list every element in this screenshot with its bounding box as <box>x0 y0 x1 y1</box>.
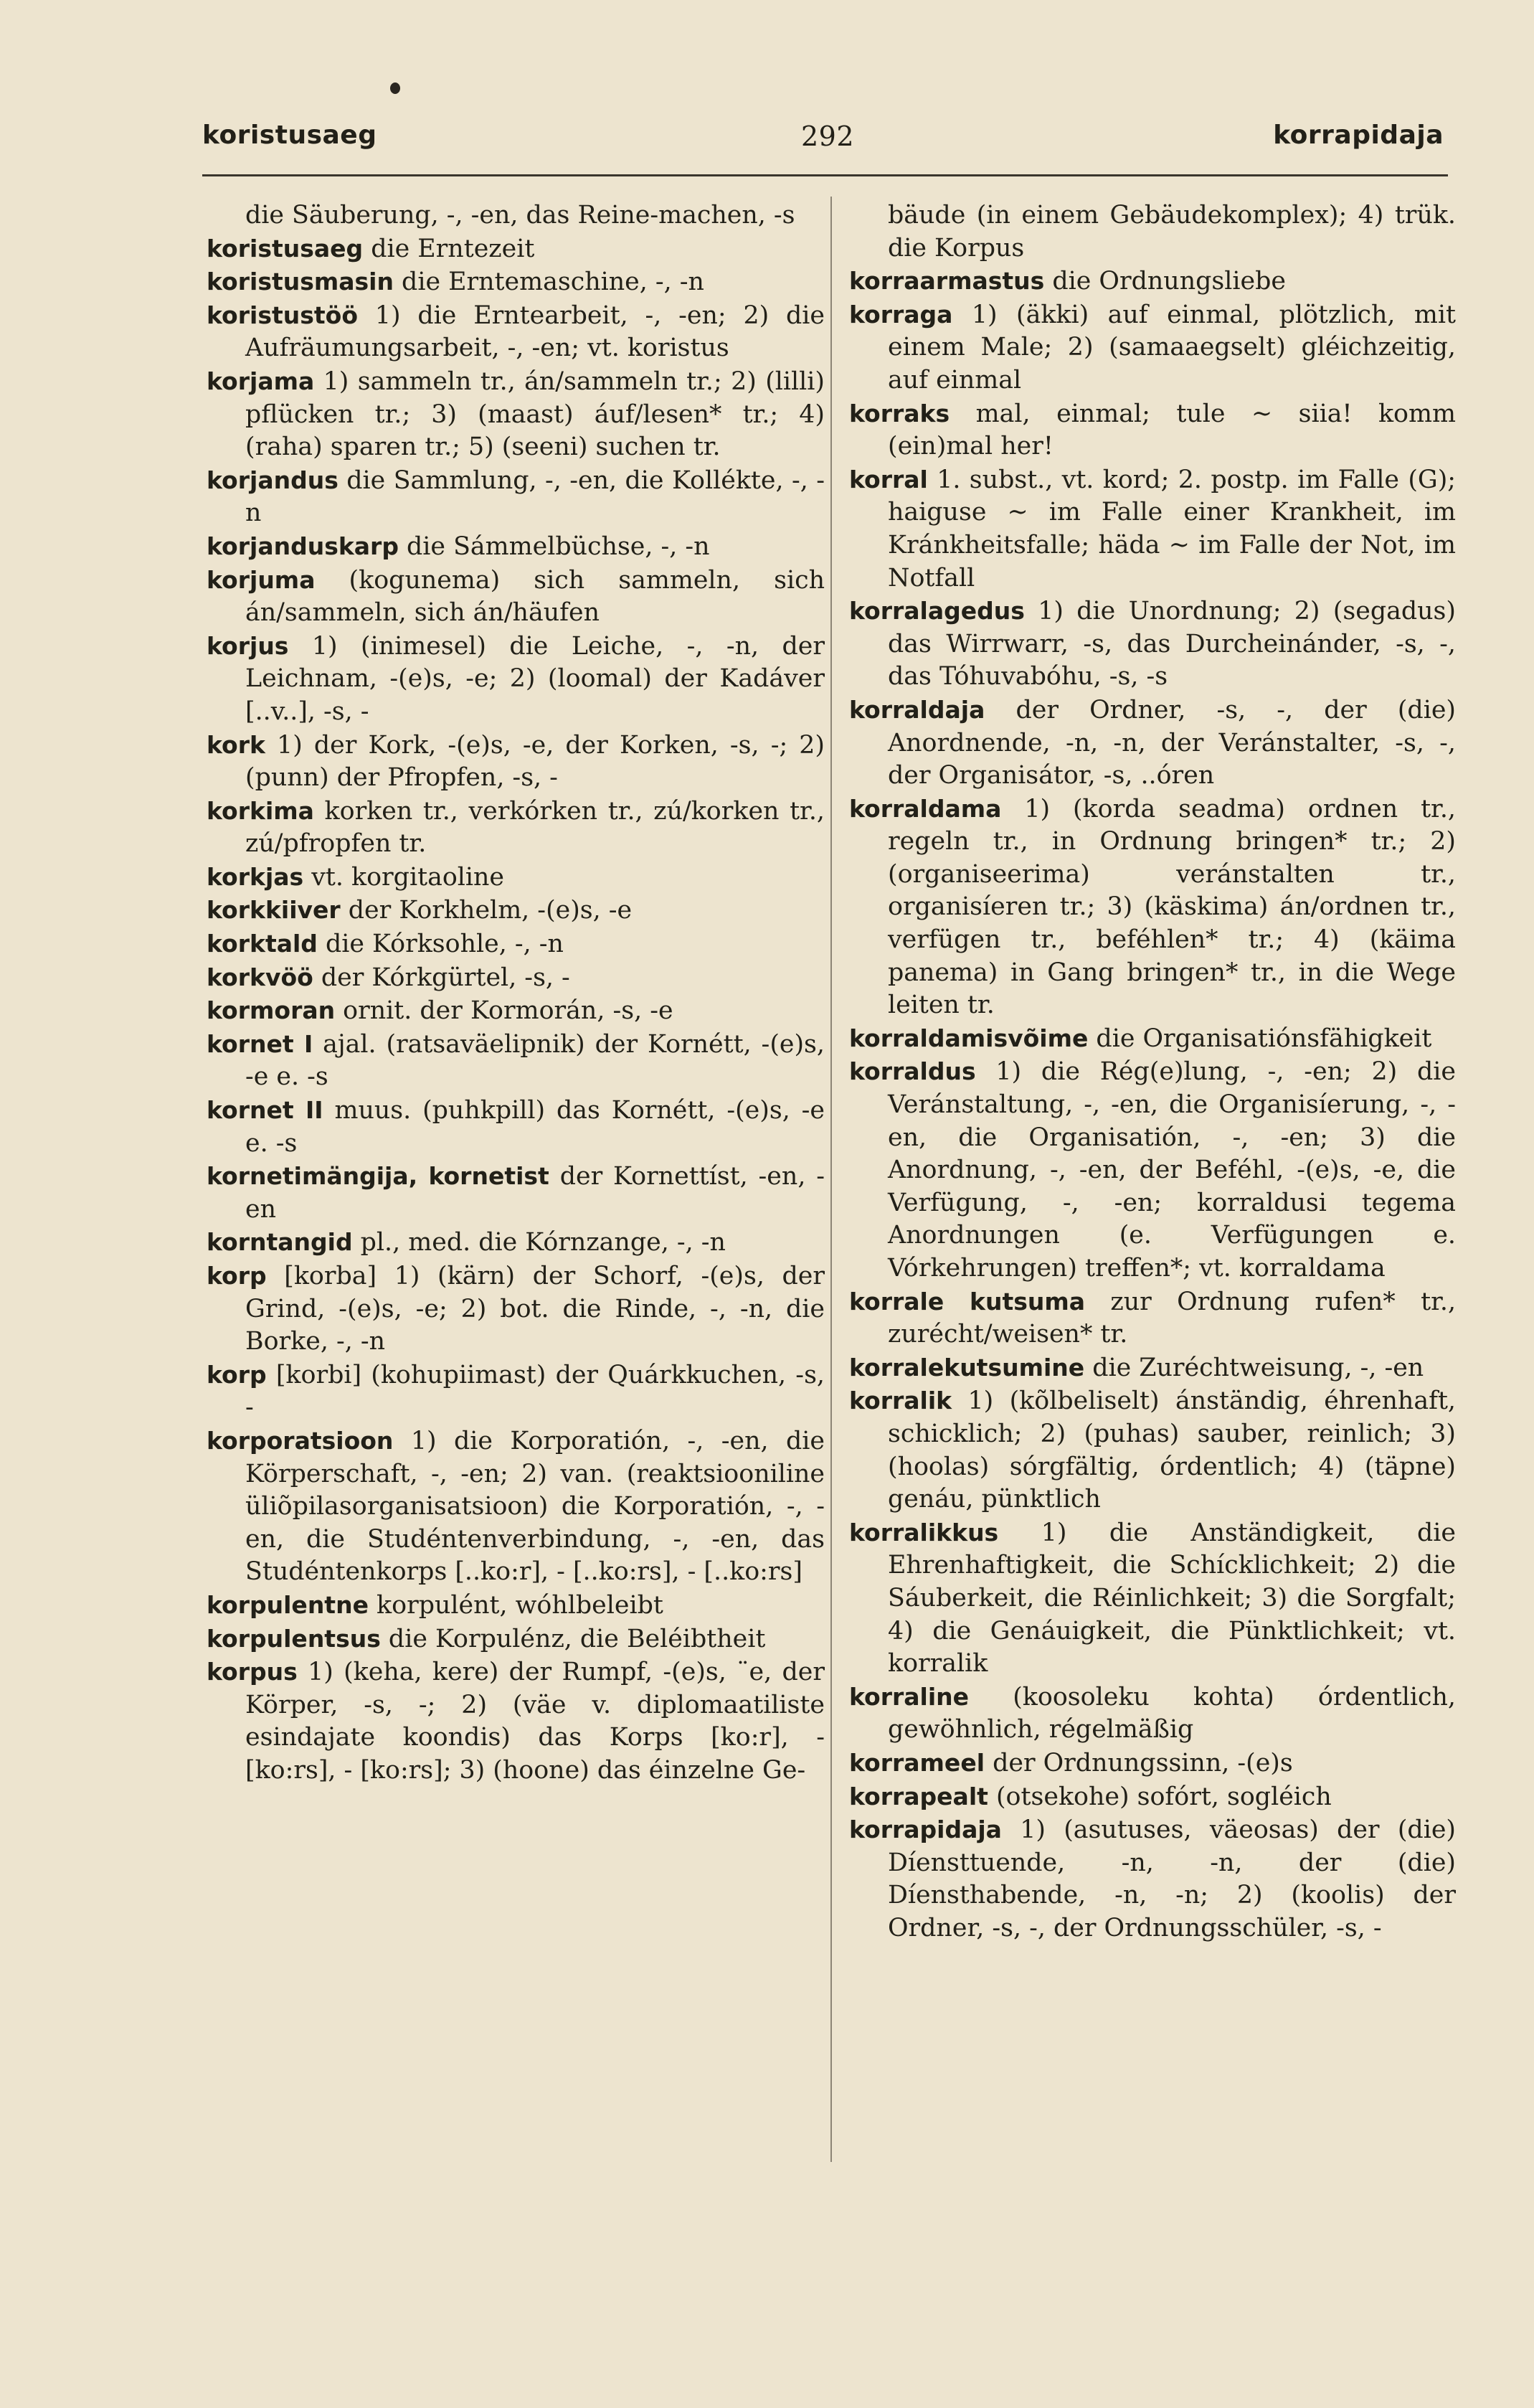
entry-headword: korraldama <box>849 794 1002 823</box>
entry-definition: die Organisatiónsfähigkeit <box>1088 1024 1432 1053</box>
entry-headword: korrale kutsuma <box>849 1287 1086 1316</box>
dictionary-entry <box>207 630 825 729</box>
dictionary-entry <box>849 1022 1456 1056</box>
dictionary-entry <box>207 927 825 961</box>
dictionary-entry <box>207 894 825 927</box>
dictionary-entry <box>207 1425 825 1589</box>
dictionary-entry <box>849 694 1456 793</box>
dictionary-entry <box>207 365 825 464</box>
entry-headword: korraarmastus <box>849 267 1045 296</box>
dictionary-entry <box>207 1589 825 1623</box>
entry-headword: korpulentsus <box>207 1624 381 1653</box>
entry-headword: korraga <box>849 300 953 329</box>
entry-definition: die Erntezeit <box>363 234 535 263</box>
dictionary-entry <box>207 1160 825 1226</box>
entry-definition: bäude (in einem Gebäudekomplex); 4) trük. die Korpus <box>888 201 1456 263</box>
dictionary-entry <box>849 1780 1456 1814</box>
entry-headword: korralekutsumine <box>849 1353 1085 1382</box>
entry-definition: korken tr., verkórken tr., zú/korken tr., zú/pfropfen tr. <box>245 796 825 859</box>
entry-headword: korjanduskarp <box>207 532 399 560</box>
entry-definition: die Korpulénz, die Beléibtheit <box>380 1624 766 1653</box>
entry-definition: 1) (kõlbeliselt) ánständig, éhrenhaft, schicklich; 2) (puhas) sauber, reinlich; 3) (hoolas) sórgfältig, órdentlich; 4) (täpne) genáu, pünktlich <box>888 1387 1456 1514</box>
entry-definition: [korba] 1) (kärn) der Schorf, -(e)s, der Grind, -(e)s, -e; 2) bot. die Rinde, -, -n, die Borke, -, -n <box>245 1262 825 1356</box>
entry-definition: der Kornettíst, -en, -en <box>245 1162 825 1224</box>
page-number: 292 <box>801 121 855 152</box>
entry-headword: korralikkus <box>849 1518 999 1547</box>
entry-definition: 1) (korda seadma) ordnen tr., regeln tr., in Ordnung bringen* tr.; 2) (organiseerima) veránstalten tr., organisíeren tr.; 3) (käskima) án/ordnen tr., verfügen tr., beféhlen* tr.; 4) (käima panema) in Gang bringen* tr., in die Wege leiten tr. <box>888 794 1456 1020</box>
entry-definition: (otsekohe) sofórt, sogléich <box>988 1782 1332 1811</box>
dictionary-entry <box>207 199 825 232</box>
entry-headword: korraline <box>849 1682 970 1711</box>
dictionary-entry <box>207 530 825 564</box>
entry-definition: die Kórksohle, -, -n <box>317 930 564 959</box>
dictionary-entry <box>849 1285 1456 1351</box>
dictionary-entry <box>849 397 1456 463</box>
right-column <box>849 199 1456 1945</box>
entry-headword: korjandus <box>207 466 338 494</box>
entry-headword: korkvöö <box>207 963 313 991</box>
entry-definition: 1) (asutuses, väeosas) der (die) Díensttuende, -n, -n, der (die) Díensthabende, -n, -n; 2) (koolis) der Ordner, -s, -, der Ordnungsschüler, -s, - <box>888 1816 1456 1942</box>
entry-definition: der Kórkgürtel, -s, - <box>313 963 570 992</box>
dictionary-entry <box>207 861 825 894</box>
dictionary-entry <box>207 1656 825 1787</box>
entry-definition: die Sámmelbüchse, -, -n <box>398 532 710 561</box>
entry-definition: 1) die Erntearbeit, -, -en; 2) die Aufräumungsarbeit, -, -en; vt. koristus <box>245 301 825 363</box>
entry-headword: korrameel <box>849 1748 985 1777</box>
entry-headword: korp <box>207 1360 267 1389</box>
entry-definition: die Erntemaschine, -, -n <box>393 268 704 297</box>
entry-definition: mal, einmal; tule ~ siia! komm (ein)mal her! <box>888 399 1456 461</box>
entry-headword: korraldamisvõime <box>849 1024 1089 1052</box>
dictionary-entry <box>207 729 825 795</box>
entry-headword: kornet II <box>207 1096 323 1125</box>
print-dot <box>390 82 400 94</box>
entry-definition: (kogunema) sich sammeln, sich án/sammeln, sich án/häufen <box>245 565 825 628</box>
entry-headword: korrapealt <box>849 1782 988 1810</box>
entry-definition: 1) (keha, kere) der Rumpf, -(e)s, ¨e, der Körper, -s, -; 2) (väe v. diplomaatiliste esindajate koondis) das Korps [ko:r], - [ko:rs], - [ko:rs]; 3) (hoone) das éinzelne Ge- <box>245 1658 825 1785</box>
dictionary-entry <box>207 1094 825 1160</box>
dictionary-entry <box>207 961 825 995</box>
dictionary-entry <box>207 564 825 630</box>
entry-definition: pl., med. die Kórnzange, -, -n <box>352 1228 726 1257</box>
entry-headword: korralagedus <box>849 597 1025 625</box>
entry-definition: die Sammlung, -, -en, die Kollékte, -, -n <box>245 466 825 528</box>
entry-headword: korkima <box>207 796 314 825</box>
entry-headword: koristusaeg <box>207 234 364 263</box>
entry-headword: koristusmasin <box>207 268 394 296</box>
entry-definition: 1) der Kork, -(e)s, -e, der Korken, -s, -; 2) (punn) der Pfropfen, -s, - <box>245 730 825 793</box>
entry-headword: korp <box>207 1262 267 1290</box>
entry-definition: muus. (puhkpill) das Kornétt, -(e)s, -e e. -s <box>245 1096 825 1158</box>
dictionary-entry <box>207 1359 825 1425</box>
dictionary-entry <box>207 464 825 530</box>
entry-definition: der Ordnungssinn, -(e)s <box>985 1748 1293 1777</box>
dictionary-entry <box>849 1813 1456 1945</box>
dictionary-entry <box>849 265 1456 298</box>
entry-definition: 1) die Unordnung; 2) (segadus) das Wirrwarr, -s, das Durcheinánder, -s, -, das Tóhuvabóhu, -s, -s <box>888 597 1456 691</box>
entry-definition: ornit. der Kormorán, -s, -e <box>335 996 673 1026</box>
running-head-right: korrapidaja <box>1273 121 1444 150</box>
dictionary-entry <box>207 1028 825 1094</box>
entry-headword: korntangid <box>207 1228 353 1257</box>
entry-definition: 1) die Rég(e)lung, -, -en; 2) die Veránstaltung, -, -en, die Organisíerung, -, -en, die Organisatión, -, -en; 3) die Anordnung, -, -en, der Beféhl, -(e)s, -e, die Verfügung, -, -en; korraldusi tegema Anordnungen (e. Verfügungen e. Vórkehrungen) treffen*; vt. korraldama <box>888 1057 1456 1283</box>
entry-definition: korpulént, wóhlbeleibt <box>368 1590 663 1620</box>
entry-headword: korraldus <box>849 1057 976 1086</box>
entry-definition: 1. subst., vt. kord; 2. postp. im Falle (G); haiguse ~ im Falle einer Krankheit, im Kránkheitsfalle; häda ~ im Falle der Not, im Notfall <box>888 465 1456 592</box>
dictionary-entry <box>849 298 1456 397</box>
dictionary-entry <box>207 1623 825 1656</box>
entry-headword: kornetimängija, kornetist <box>207 1162 549 1191</box>
dictionary-entry <box>849 463 1456 595</box>
entry-headword: korjama <box>207 367 315 395</box>
entry-definition: 1) sammeln tr., án/sammeln tr.; 2) (lilli) pflücken tr.; 3) (maast) áuf/lesen* tr.; 4) (raha) sparen tr.; 5) (seeni) suchen tr. <box>245 367 825 462</box>
running-head-left: koristusaeg <box>202 121 377 150</box>
dictionary-entry <box>207 232 825 266</box>
dictionary-entry <box>849 1351 1456 1385</box>
entry-headword: korkjas <box>207 862 304 891</box>
dictionary-entry <box>849 1384 1456 1516</box>
entry-definition: 1) (inimesel) die Leiche, -, -n, der Leichnam, -(e)s, -e; 2) (loomal) der Kadáver [..v..], -s, - <box>245 631 825 726</box>
entry-headword: korktald <box>207 930 318 958</box>
dictionary-entry <box>207 299 825 365</box>
entry-definition: zur Ordnung rufen* tr., zurécht/weisen* tr. <box>888 1287 1456 1349</box>
dictionary-entry <box>849 595 1456 694</box>
dictionary-entry <box>849 1747 1456 1780</box>
header-rule <box>202 174 1448 176</box>
dictionary-entry <box>849 1055 1456 1285</box>
column-divider <box>830 197 832 2162</box>
dictionary-entry <box>207 1226 825 1260</box>
entry-definition: der Korkhelm, -(e)s, -e <box>340 896 633 925</box>
dictionary-entry <box>849 793 1456 1022</box>
entry-definition: der Ordner, -s, -, der (die) Anordnende, -n, -n, der Veránstalter, -s, -, der Organisátor, -s, ..óren <box>888 695 1456 790</box>
entry-definition: die Säuberung, -, -en, das Reine-machen, -s <box>245 201 795 230</box>
dictionary-entry <box>849 199 1456 265</box>
entry-headword: korraks <box>849 399 950 428</box>
entry-headword: korraldaja <box>849 695 985 724</box>
entry-definition: ajal. (ratsaväelipnik) der Kornétt, -(e)s, -e e. -s <box>245 1029 825 1092</box>
entry-headword: korjuma <box>207 565 316 594</box>
entry-headword: korkkiiver <box>207 896 341 925</box>
dictionary-entry <box>207 795 825 861</box>
dictionary-entry <box>207 1260 825 1359</box>
entry-headword: korjus <box>207 631 289 660</box>
entry-headword: korralik <box>849 1387 952 1415</box>
dictionary-entry <box>207 994 825 1028</box>
entry-definition: 1) die Korporatión, -, -en, die Körperschaft, -, -en; 2) van. (reaktsiooniline üliõpilasorganisatsioon) die Korporatión, -, -en, die Studéntenverbindung, -, -en, das Studéntenkorps [..ko:r], - [..ko:rs], - [..ko:rs] <box>245 1426 825 1587</box>
dictionary-entry <box>207 265 825 299</box>
entry-definition: [korbi] (kohupiimast) der Quárkkuchen, -s, - <box>245 1360 825 1422</box>
entry-definition: die Ordnungsliebe <box>1044 267 1286 296</box>
entry-headword: kornet I <box>207 1029 313 1058</box>
entry-headword: korpus <box>207 1658 298 1686</box>
entry-headword: kork <box>207 730 265 759</box>
entry-definition: 1) die Anständigkeit, die Ehrenhaftigkeit, die Schícklichkeit; 2) die Sáuberkeit, die Réinlichkeit; 3) die Sorgfalt; 4) die Genáuigkeit, die Pünktlichkeit; vt. korralik <box>888 1518 1456 1678</box>
entry-headword: kormoran <box>207 996 336 1025</box>
entry-headword: koristustöö <box>207 301 358 329</box>
entry-headword: korral <box>849 465 928 494</box>
dictionary-entry <box>849 1681 1456 1747</box>
dictionary-entry <box>849 1516 1456 1681</box>
entry-headword: korpulentne <box>207 1590 369 1619</box>
entry-headword: korrapidaja <box>849 1816 1002 1844</box>
entry-definition: die Zuréchtweisung, -, -en <box>1084 1353 1424 1382</box>
entry-definition: vt. korgitaoline <box>303 862 505 892</box>
left-column <box>207 199 825 1788</box>
entry-definition: 1) (äkki) auf einmal, plötzlich, mit einem Male; 2) (samaaegselt) gléichzeitig, auf einmal <box>888 300 1456 395</box>
entry-headword: korporatsioon <box>207 1426 394 1455</box>
entry-definition: (koosoleku kohta) órdentlich, gewöhnlich, régelmäßig <box>888 1682 1456 1744</box>
